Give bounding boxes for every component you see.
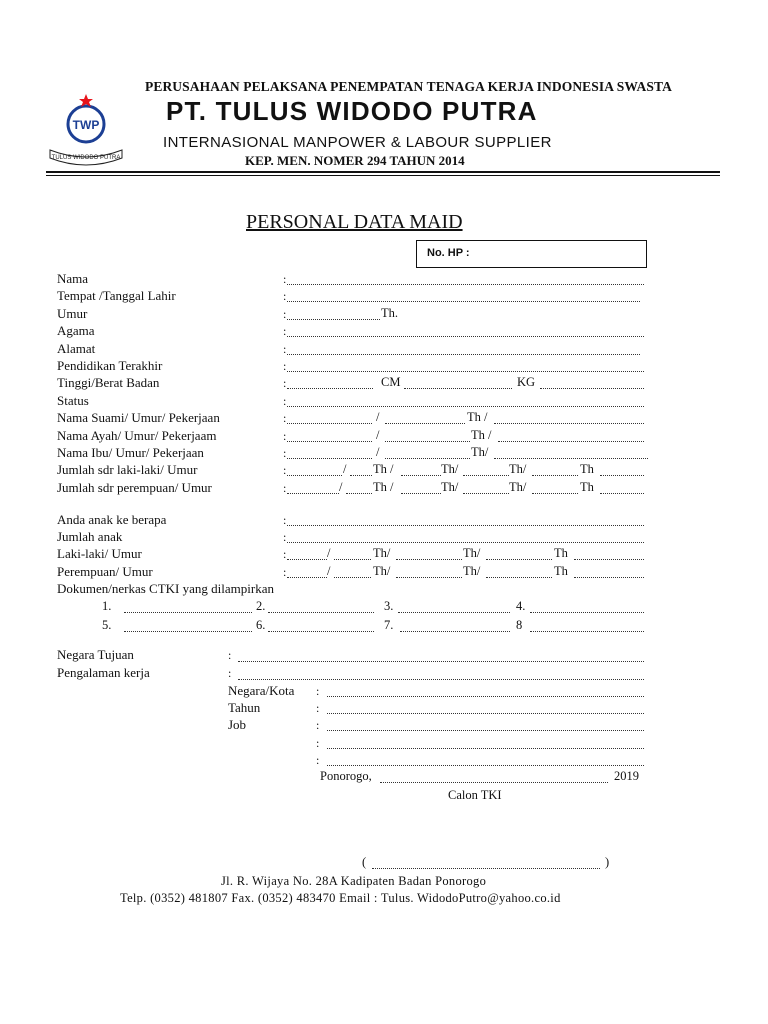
field-anak-perempuan-umur-4[interactable] [574,577,644,578]
field-nama-tanda-tangan[interactable] [372,868,600,869]
label-negara-tujuan: Negara Tujuan [57,647,134,662]
field-dokumen-2[interactable] [268,612,374,613]
field-dokumen-8[interactable] [530,631,644,632]
signature-year: 2019 [614,769,639,783]
field-tahun[interactable] [327,713,644,714]
field-job[interactable] [327,730,644,731]
colon: : [283,272,287,286]
unit-th: Th/ [509,480,527,494]
field-negara-tujuan[interactable] [238,661,644,662]
signature-role: Calon TKI [448,788,502,802]
colon: : [283,307,287,321]
field-pendidikan[interactable] [287,371,644,372]
field-sdr-laki-umur-4[interactable] [532,475,578,476]
slash: / [376,445,380,459]
field-ibu-nama[interactable] [287,458,372,459]
doc-number: 5. [102,618,112,632]
unit-th: Th/ [471,445,489,459]
colon: : [283,513,287,527]
form-title: PERSONAL DATA MAID [246,211,463,233]
header-divider [46,171,720,176]
field-anak-perempuan-umur-2[interactable] [396,577,462,578]
svg-text:TULUS WIDODO PUTRA: TULUS WIDODO PUTRA [51,155,121,161]
field-ayah-pekerjaan[interactable] [498,441,644,442]
unit-th: Th [554,546,568,560]
field-dokumen-1[interactable] [124,612,252,613]
colon: : [283,530,287,544]
field-sdr-laki-umur-1[interactable] [350,475,372,476]
field-ibu-umur[interactable] [385,458,470,459]
signature-place: Ponorogo, [320,769,372,783]
field-anak-ke[interactable] [287,525,644,526]
field-ayah-nama[interactable] [287,441,372,442]
label-agama: Agama [57,323,95,338]
colon: : [283,429,287,443]
paren-open: ( [362,855,367,869]
colon: : [283,547,287,561]
colon: : [283,359,287,373]
unit-th: Th/ [441,480,459,494]
field-sdr-perempuan-umur-1[interactable] [346,493,372,494]
label-suami: Nama Suami/ Umur/ Pekerjaan [57,410,220,425]
field-berat-extra[interactable] [540,388,644,389]
doc-number: 3. [384,599,394,613]
company-name: PT. TULUS WIDODO PUTRA [166,96,538,126]
field-pengalaman[interactable] [238,679,644,680]
label-umur: Umur [57,306,88,321]
field-anak-perempuan-jumlah[interactable] [287,577,327,578]
field-dokumen-7[interactable] [400,631,510,632]
label-jumlah-anak: Jumlah anak [57,529,123,544]
colon: : [283,342,287,356]
field-agama[interactable] [287,336,644,337]
colon: : [316,753,320,767]
field-tinggi[interactable] [287,388,373,389]
field-sdr-perempuan-jumlah[interactable] [287,493,339,494]
field-umur[interactable] [287,319,380,320]
field-anak-laki-umur-1[interactable] [334,559,371,560]
field-anak-perempuan-umur-1[interactable] [334,577,371,578]
label-nama: Nama [57,271,89,286]
field-jumlah-anak[interactable] [287,542,644,543]
slash: / [327,564,331,578]
colon: : [316,701,320,715]
label-status: Status [57,393,89,408]
company-subtitle: INTERNASIONAL MANPOWER & LABOUR SUPPLIER [163,134,552,151]
field-sdr-laki-umur-2[interactable] [401,475,441,476]
unit-th: Th [580,462,594,476]
slash: / [376,410,380,424]
unit-th: Th/ [373,546,391,560]
unit-th: Th [580,480,594,494]
unit-th: Th/ [509,462,527,476]
doc-number: 8 [516,618,523,632]
field-extra-2[interactable] [327,765,644,766]
label-anak-laki: Laki-laki/ Umur [57,546,142,561]
field-ttl[interactable] [287,301,640,302]
field-sdr-laki-umur-3[interactable] [463,475,509,476]
label-pengalaman: Pengalaman kerja [57,665,150,680]
doc-number: 6. [256,618,266,632]
field-suami-umur[interactable] [385,423,465,424]
top-line: PERUSAHAAN PELAKSANA PENEMPATAN TENAGA KERJA INDONESIA SWASTA [145,79,672,94]
field-anak-laki-umur-2[interactable] [396,559,462,560]
colon: : [316,684,320,698]
field-sdr-perempuan-umur-4[interactable] [532,493,578,494]
label-ayah: Nama Ayah/ Umur/ Pekerjaam [57,428,217,443]
slash: / [327,546,331,560]
unit-th: Th. [381,306,399,320]
field-sdr-perempuan-umur-2[interactable] [401,493,441,494]
field-sdr-perempuan-umur-5[interactable] [600,493,644,494]
field-berat[interactable] [404,388,512,389]
paren-close: ) [605,855,610,869]
colon: : [283,411,287,425]
field-suami-nama[interactable] [287,423,372,424]
svg-text:TWP: TWP [72,118,100,132]
label-pendidikan: Pendidikan Terakhir [57,358,163,373]
field-extra-1[interactable] [327,748,644,749]
slash: / [343,462,347,476]
slash: / [376,428,380,442]
label-dokumen: Dokumen/nerkas CTKI yang dilampirkan [57,581,274,596]
label-tinggi-berat: Tinggi/Berat Badan [57,375,160,390]
field-tanggal[interactable] [380,782,608,783]
colon: : [283,376,287,390]
doc-number: 2. [256,599,266,613]
phone-label: No. HP : [427,247,470,259]
doc-number: 4. [516,599,526,613]
label-sdr-laki: Jumlah sdr laki-laki/ Umur [57,462,198,477]
decree-number: KEP. MEN. NOMER 294 TAHUN 2014 [245,153,465,168]
colon: : [228,648,232,662]
colon: : [283,394,287,408]
colon: : [283,565,287,579]
colon: : [316,736,320,750]
unit-th: Th / [373,462,394,476]
label-negara-kota: Negara/Kota [228,683,295,698]
label-anak-ke: Anda anak ke berapa [57,512,167,527]
field-anak-laki-umur-3[interactable] [486,559,552,560]
slash: / [339,480,343,494]
field-dokumen-5[interactable] [124,631,252,632]
unit-cm: CM [381,375,401,389]
field-sdr-perempuan-umur-3[interactable] [463,493,509,494]
unit-th: Th/ [463,546,481,560]
phone-box[interactable] [416,240,647,268]
field-suami-pekerjaan[interactable] [494,423,644,424]
field-negara-kota[interactable] [327,696,644,697]
company-logo [44,92,128,166]
unit-th: Th / [373,480,394,494]
field-anak-perempuan-umur-3[interactable] [486,577,552,578]
footer-contact: Telp. (0352) 481807 Fax. (0352) 483470 Email : Tulus. WidodoPutro@yahoo.co.id [120,891,561,905]
unit-th: Th / [467,410,488,424]
field-anak-laki-jumlah[interactable] [287,559,327,560]
field-anak-laki-umur-4[interactable] [574,559,644,560]
field-dokumen-4[interactable] [530,612,644,613]
colon: : [283,289,287,303]
field-nama[interactable] [287,284,644,285]
colon: : [283,324,287,338]
label-job: Job [228,717,247,732]
unit-th: Th/ [463,564,481,578]
field-status[interactable] [287,406,644,407]
field-sdr-laki-umur-5[interactable] [600,475,644,476]
label-alamat: Alamat [57,341,96,356]
doc-number: 7. [384,618,394,632]
field-ibu-pekerjaan[interactable] [494,458,648,459]
field-ayah-umur[interactable] [385,441,470,442]
label-tahun: Tahun [228,700,261,715]
colon: : [283,481,287,495]
colon: : [283,463,287,477]
field-dokumen-6[interactable] [268,631,374,632]
label-anak-perempuan: Perempuan/ Umur [57,564,153,579]
doc-number: 1. [102,599,112,613]
field-alamat[interactable] [287,354,640,355]
field-dokumen-3[interactable] [398,612,510,613]
footer-address: Jl. R. Wijaya No. 28A Kadipaten Badan Ponorogo [221,874,487,888]
unit-th: Th/ [373,564,391,578]
colon: : [283,446,287,460]
label-sdr-perempuan: Jumlah sdr perempuan/ Umur [57,480,212,495]
colon: : [228,666,232,680]
field-sdr-laki-jumlah[interactable] [287,475,342,476]
colon: : [316,718,320,732]
label-ibu: Nama Ibu/ Umur/ Pekerjaan [57,445,204,460]
unit-th: Th/ [441,462,459,476]
unit-th: Th / [471,428,492,442]
label-ttl: Tempat /Tanggal Lahir [57,288,176,303]
unit-th: Th [554,564,568,578]
unit-kg: KG [517,375,536,389]
